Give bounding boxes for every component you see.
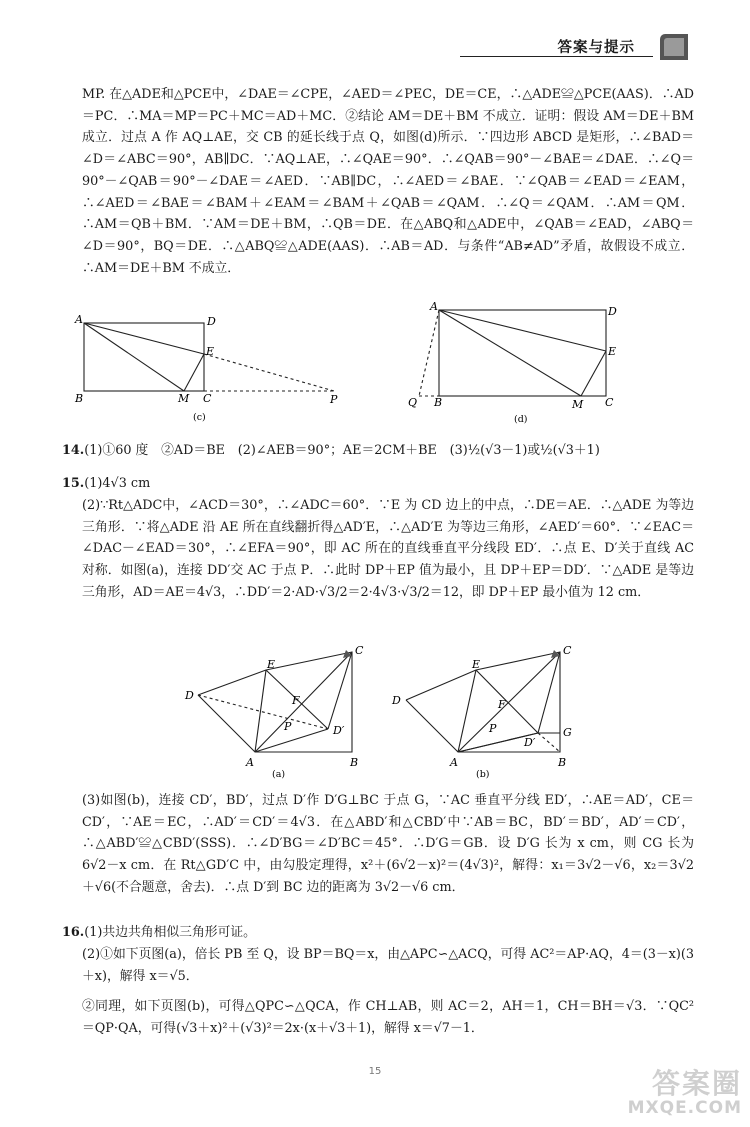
fig-c-label: B [75, 392, 84, 405]
watermark-line-2: MXQE.COM [627, 1098, 742, 1118]
fig-a-label: P [284, 720, 292, 733]
fig-c-label: M [178, 392, 190, 405]
fig-b-label: E [472, 658, 481, 671]
header-rule [460, 56, 653, 57]
problem-15-part-1 [62, 473, 150, 495]
fig-b-label: D′ [524, 736, 536, 749]
problem-16-part-1-answer: (1)共边共角相似三角形可证。 [84, 925, 256, 940]
problem-14 [62, 440, 600, 462]
fig-a-label: E [267, 658, 276, 671]
problem-number: 15. [62, 476, 85, 491]
fig-c-label: P [330, 393, 338, 406]
fig-c-label: A [75, 313, 83, 326]
fig-c-label: C [203, 392, 212, 405]
fig-d-label: A [430, 300, 438, 313]
fig-d-label: E [608, 345, 617, 358]
fig-a-label: A [246, 756, 254, 769]
fig-b-label: C [563, 644, 572, 657]
fig-b-label: P [489, 722, 497, 735]
problem-number: 14. [62, 443, 85, 458]
fig-c-label: E [206, 345, 215, 358]
problem-16-part-3: ②同理，如下页图(b)，可得△QPC∽△QCA，作 CH⊥AB，则 AC＝2，AH＝1，CH＝BH＝√3．∵QC²＝QP·QA，可得(√3＋x)²＋(√3)²＝2x·(x＋√3＋1)，解得 x＝√7－1． [82, 999, 694, 1036]
figure-a [180, 640, 370, 780]
fig-b-label: G [563, 726, 572, 739]
problem-13-solution: MP. 在△ADE和△PCE中，∠DAE＝∠CPE，∠AED＝∠PEC，DE＝CE，∴△ADE≌△PCE(AAS)．∴AD＝PC．∴MA＝MP＝PC＋MC＝AD＋MC．②结论 AM＝DE＋BM 不成立．证明：假设 AM＝DE＋BM 成立．过点 A 作 AQ⊥AE，交 CB 的延长线于点 Q，如图(d)所示．∵四边形 ABCD 是矩形，∴∠BAD＝∠D＝∠ABC＝90°，AB∥DC．∵AQ⊥AE，∴∠QAE＝90°．∴∠QAB＝90°－∠BAE＝∠DAE．∴∠Q＝90°－∠QAB＝90°－∠DAE＝∠AED．∵AB∥DC，∴∠AED＝∠BAE．∵∠QAB＝∠EAD＝∠EAM，∴∠AED＝∠BAE＝∠BAM＋∠EAM＝∠BAM＋∠QAB＝∠QAM．∴∠Q＝∠QAM．∴AM＝QM．∴AM＝QB＋BM．∵AM＝DE＋BM，∴QB＝DE．在△ABQ和△ADE中，∠QAB＝∠EAD，∠ABQ＝∠D＝90°，BQ＝DE．∴△ABQ≌△ADE(AAS)．∴AB＝AD．与条件“AB≠AD”矛盾，故假设不成立．∴AM＝DE＋BM 不成立． [82, 87, 694, 276]
page-header [0, 30, 750, 70]
fig-b-label: F [498, 698, 506, 711]
problem-15-part-2: (2)∵Rt△ADC中，∠ACD＝30°，∴∠ADC＝60°．∵E 为 CD 边上的中点，∴DE＝AE．∴△ADE 为等边三角形．∵将△ADE 沿 AE 所在直线翻折得△AD′E，∴△AD′E 为等边三角形，∠AED′＝60°．∵∠EAC＝∠DAC－∠EAD＝30°，∴∠EFA＝90°，即 AC 所在的直线垂直平分线段 ED′．∴点 E、D′关于直线 AC 对称．如图(a)，连接 DD′交 AC 于点 P．∴此时 DP＋EP 值为最小，且 DP＋EP＝DD′．∵△ADE 是等边三角形，AD＝AE＝4√3，∴DD′＝2·AD·√3/2＝2·4√3·√3/2＝12，即 DP＋EP 最小值为 12 cm． [82, 498, 694, 600]
fig-d-label: B [434, 396, 443, 409]
problem-15-part-1-answer: (1)4√3 cm [84, 476, 151, 491]
figure-b [388, 640, 588, 780]
fig-d-caption: (d) [514, 414, 528, 425]
fig-d-label: M [572, 398, 584, 411]
problem-number: 16. [62, 925, 85, 940]
problem-16-part-2: (2)①如下页图(a)，倍长 PB 至 Q，设 BP＝BQ＝x，由△APC∽△ACQ，可得 AC²＝AP·AQ，4＝(3－x)(3＋x)，解得 x＝√5． [82, 947, 694, 984]
fig-d-label: Q [408, 396, 418, 409]
fig-c-caption: (c) [193, 412, 206, 423]
fig-a-label: D [185, 689, 194, 702]
fig-b-label: D [392, 694, 401, 707]
fig-d-label: C [605, 396, 614, 409]
header-title: 答案与提示 [557, 40, 635, 56]
fig-a-label: D′ [333, 724, 345, 737]
problem-16-part-1 [62, 922, 256, 944]
figure-c [72, 308, 362, 428]
fig-a-label: C [355, 644, 364, 657]
page-number: 15 [368, 1066, 382, 1077]
watermark [592, 1069, 742, 1119]
fig-c-label: D [207, 315, 216, 328]
fig-a-label: F [292, 694, 300, 707]
fig-b-label: A [450, 756, 458, 769]
problem-15-part-3: (3)如图(b)，连接 CD′，BD′，过点 D′作 D′G⊥BC 于点 G，∵AC 垂直平分线 ED′，∴AE＝AD′，CE＝CD′，∵AE＝EC，∴AD′＝CD′＝4√3．在△ABD′和△CBD′中∵AB＝BC，BD′＝BD′，AD′＝CD′，∴△ABD′≌△CBD′(SSS)．∴∠D′BG＝∠D′BC＝45°．∴D′G＝GB．设 D′G 长为 x cm，则 CG 长为 6√2－x cm．在 Rt△GD′C 中，由勾股定理得，x²＋(6√2－x)²＝(4√3)²，解得：x₁＝3√2－√6，x₂＝3√2＋√6(不合题意，舍去)．∴点 D′到 BC 边的距离为 3√2－√6 cm． [82, 793, 694, 895]
fig-b-label: B [558, 756, 567, 769]
watermark-line-1: 答案圈 [651, 1067, 742, 1100]
fig-a-label: B [350, 756, 359, 769]
figure-d [400, 298, 630, 428]
fig-a-caption: (a) [272, 769, 286, 780]
fig-b-caption: (b) [476, 769, 490, 780]
fig-d-label: D [608, 305, 617, 318]
problem-14-answer: (1)①60 度 ②AD＝BE (2)∠AEB＝90°；AE＝2CM＋BE (3)½(√3－1)或½(√3＋1) [84, 443, 600, 458]
header-tab-decoration [660, 34, 688, 60]
